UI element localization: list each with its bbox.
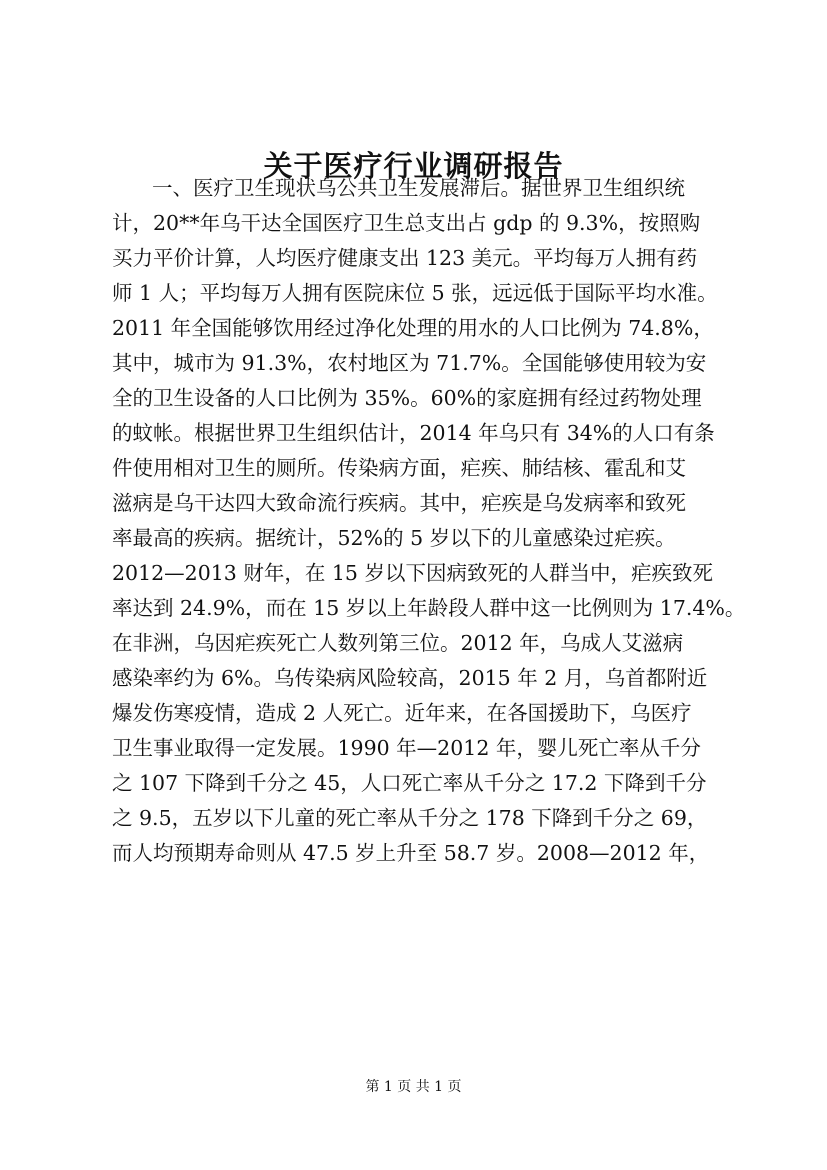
paragraph-line: 2012—2013 财年，在 15 岁以下因病致死的人群当中，疟疾致死 bbox=[112, 561, 713, 585]
paragraph-line: 率最高的疾病。据统计，52%的 5 岁以下的儿童感染过疟疾。 bbox=[112, 526, 676, 550]
paragraph-line: 件使用相对卫生的厕所。传染病方面，疟疾、肺结核、霍乱和艾 bbox=[112, 456, 686, 480]
paragraph-line: 2011 年全国能够饮用经过净化处理的用水的人口比例为 74.8%， bbox=[112, 316, 714, 340]
paragraph-line: 之 107 下降到千分之 45，人口死亡率从千分之 17.2 下降到千分 bbox=[112, 771, 707, 795]
paragraph-line: 爆发伤寒疫情，造成 2 人死亡。近年来，在各国援助下，乌医疗 bbox=[112, 701, 692, 725]
paragraph-line: 计，20**年乌干达全国医疗卫生总支出占 gdp 的 9.3%，按照购 bbox=[112, 211, 701, 235]
page-footer: 第 1 页 共 1 页 bbox=[365, 1079, 462, 1095]
paragraph-line: 卫生事业取得一定发展。1990 年—2012 年，婴儿死亡率从千分 bbox=[112, 736, 701, 760]
paragraph-line: 感染率约为 6%。乌传染病风险较高，2015 年 2 月，乌首都附近 bbox=[112, 666, 708, 690]
document-body bbox=[112, 171, 792, 871]
paragraph-line: 买力平价计算，人均医疗健康支出 123 美元。平均每万人拥有药 bbox=[112, 246, 698, 270]
paragraph-line: 而人均预期寿命则从 47.5 岁上升至 58.7 岁。2008—2012 年， bbox=[112, 841, 710, 865]
paragraph-line: 率达到 24.9%，而在 15 岁以上年龄段人群中这一比例则为 17.4%。 bbox=[112, 596, 746, 620]
paragraph-line: 在非洲，乌因疟疾死亡人数列第三位。2012 年，乌成人艾滋病 bbox=[112, 631, 684, 655]
paragraph-line: 一、医疗卫生现状乌公共卫生发展滞后。据世界卫生组织统 bbox=[152, 176, 685, 200]
document-title: 关于医疗行业调研报告 bbox=[263, 149, 564, 183]
paragraph-line: 的蚊帐。根据世界卫生组织估计，2014 年乌只有 34%的人口有条 bbox=[112, 421, 715, 445]
paragraph-line: 师 1 人；平均每万人拥有医院床位 5 张，远远低于国际平均水准。 bbox=[112, 281, 718, 305]
paragraph-line: 滋病是乌干达四大致命流行疾病。其中，疟疾是乌发病率和致死 bbox=[112, 491, 686, 515]
paragraph-line: 全的卫生设备的人口比例为 35%。60%的家庭拥有经过药物处理 bbox=[112, 386, 702, 410]
paragraph-line: 其中，城市为 91.3%，农村地区为 71.7%。全国能够使用较为安 bbox=[112, 351, 707, 375]
paragraph-line: 之 9.5，五岁以下儿童的死亡率从千分之 178 下降到千分之 69， bbox=[112, 806, 708, 830]
